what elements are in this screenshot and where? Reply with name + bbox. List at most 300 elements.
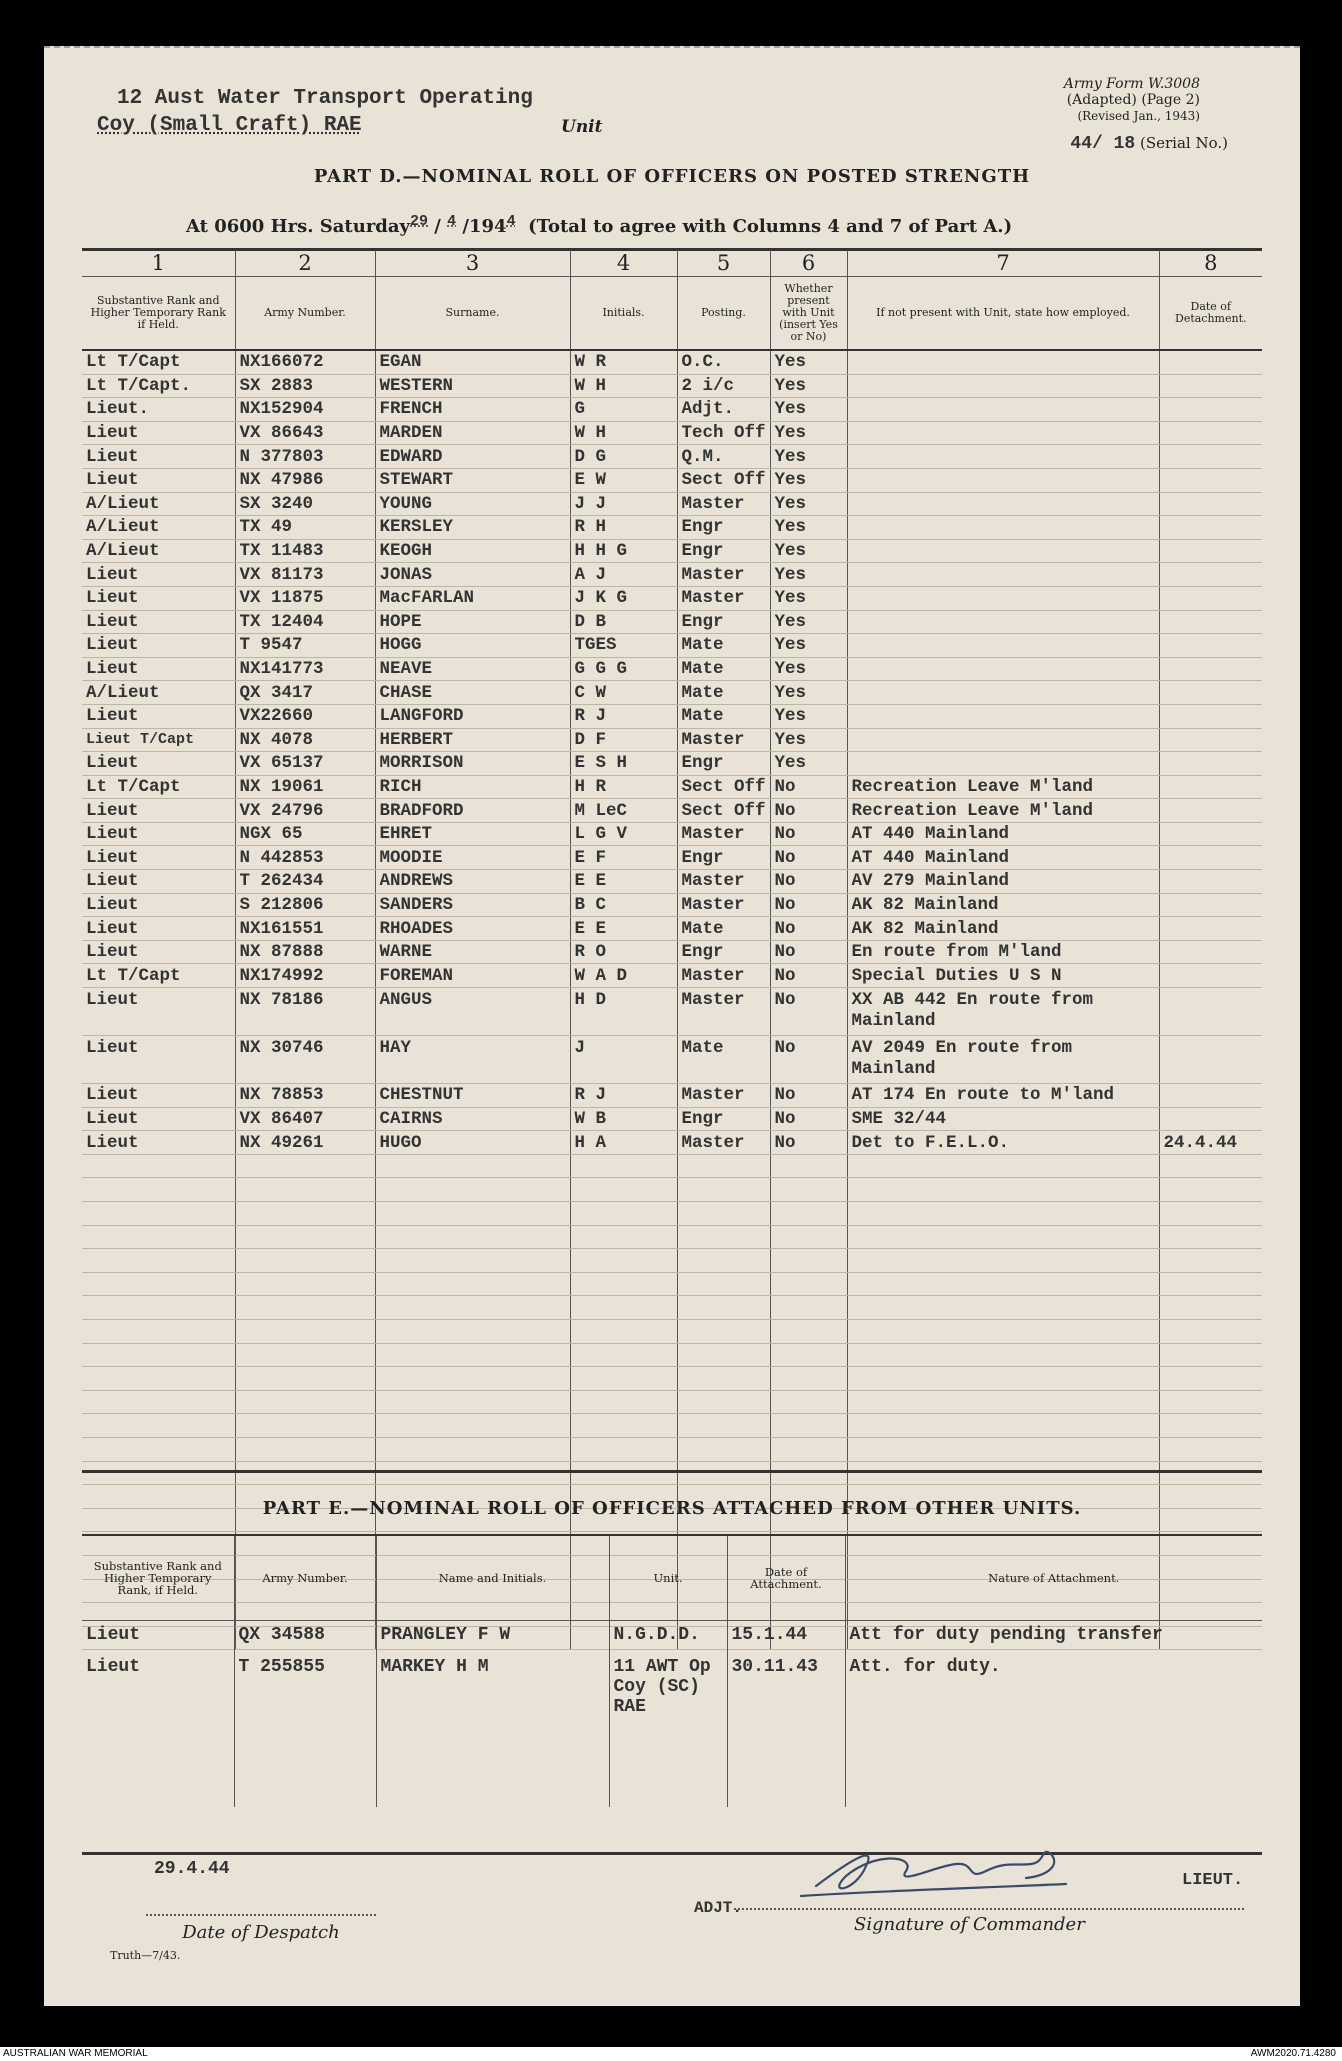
cell-rank: Lieut: [82, 1107, 235, 1131]
table-row: [82, 681, 1262, 705]
blank-cell: [1159, 1319, 1262, 1343]
blank-cell: [770, 1178, 847, 1202]
table-row: [82, 1653, 1262, 1807]
officers-posted-rows: [82, 350, 1262, 1650]
blank-cell: [235, 1272, 375, 1296]
blank-cell: [677, 1272, 770, 1296]
blank-cell: [677, 1414, 770, 1438]
cell-posting: Engr: [677, 516, 770, 540]
blank-cell: [1159, 1202, 1262, 1226]
cell-army-number: NX152904: [235, 398, 375, 422]
cell-army-number: NX 4078: [235, 728, 375, 752]
army-form-adapted: (Adapted) (Page 2): [1066, 92, 1200, 108]
blank-row: [82, 1414, 1262, 1438]
roll-date-line: At 0600 Hrs. Saturday$^{29}$ / $^4$ $/194^4$ (Total to agree with Columns 4 and 7 of Part A.): [186, 213, 1013, 237]
cell-rank: Lt T/Capt: [82, 350, 235, 374]
blank-cell: [677, 1296, 770, 1320]
blank-cell: [82, 1437, 235, 1461]
cell-posting: Master: [677, 870, 770, 894]
cell-detachment-date: [1159, 421, 1262, 445]
cell-rank: Lieut: [82, 468, 235, 492]
cell-surname: WESTERN: [375, 374, 570, 398]
cell-initials: J K G: [570, 586, 677, 610]
cell-army-number: NX 47986: [235, 468, 375, 492]
blank-cell: [847, 1225, 1159, 1249]
cell-initials: A J: [570, 563, 677, 587]
commander-label: Signature of Commander: [854, 1914, 1085, 1935]
cell-employment: AK 82 Mainland: [847, 893, 1159, 917]
blank-cell: [677, 1343, 770, 1367]
cell-posting: Master: [677, 586, 770, 610]
blank-cell: [235, 1154, 375, 1178]
cell-rank: Lieut: [82, 917, 235, 941]
cell-posting: Master: [677, 492, 770, 516]
table-row: [82, 421, 1262, 445]
column-number-row: [82, 250, 1262, 277]
cell-army-number: TX 49: [235, 516, 375, 540]
blank-row: [82, 1272, 1262, 1296]
signature-line: [734, 1908, 1244, 1910]
attached-column-header: Nature of Attachment.: [845, 1536, 1262, 1621]
cell-initials: E W: [570, 468, 677, 492]
cell-present: No: [770, 988, 847, 1036]
cell-initials: J: [570, 1036, 677, 1084]
cell-army-number: NX166072: [235, 350, 375, 374]
cell-army-number: NX141773: [235, 657, 375, 681]
cell-detachment-date: [1159, 752, 1262, 776]
cell-initials: W H: [570, 374, 677, 398]
cell-detachment-date: [1159, 398, 1262, 422]
blank-cell: [1159, 1225, 1262, 1249]
cell-initials: H D: [570, 988, 677, 1036]
serial-value: 44/ 18: [1070, 134, 1136, 154]
cell-employment: Special Duties U S N: [847, 964, 1159, 988]
unit-label: Unit: [561, 117, 603, 137]
blank-cell: [677, 1390, 770, 1414]
blank-cell: [1159, 1296, 1262, 1320]
cell-detachment-date: [1159, 964, 1262, 988]
column-number: 1: [82, 250, 235, 277]
cell-detachment-date: [1159, 799, 1262, 823]
cell-surname: EGAN: [375, 350, 570, 374]
blank-cell: [1159, 1414, 1262, 1438]
blank-cell: [770, 1343, 847, 1367]
cell-rank: Lieut: [82, 704, 235, 728]
blank-cell: [847, 1178, 1159, 1202]
cell-employment: XX AB 442 En route from Mainland: [847, 988, 1159, 1036]
blank-cell: [770, 1296, 847, 1320]
blank-cell: [235, 1343, 375, 1367]
cell-rank: Lieut: [82, 610, 235, 634]
army-form-title: Army Form W.3008: [1063, 76, 1200, 92]
serial-number: [1070, 134, 1228, 154]
cell-posting: Engr: [677, 610, 770, 634]
table-row: [82, 1107, 1262, 1131]
att-cell-name: MARKEY H M: [376, 1653, 609, 1807]
cell-present: Yes: [770, 586, 847, 610]
cell-initials: R J: [570, 1084, 677, 1108]
blank-cell: [770, 1319, 847, 1343]
cell-present: Yes: [770, 610, 847, 634]
cell-present: No: [770, 775, 847, 799]
cell-present: Yes: [770, 445, 847, 469]
cell-employment: [847, 421, 1159, 445]
cell-initials: R H: [570, 516, 677, 540]
cell-present: No: [770, 1107, 847, 1131]
cell-posting: Sect Off: [677, 775, 770, 799]
table-row: [82, 822, 1262, 846]
cell-present: No: [770, 940, 847, 964]
blank-row: [82, 1202, 1262, 1226]
archive-credit-left: AUSTRALIAN WAR MEMORIAL: [3, 2048, 148, 2059]
blank-cell: [570, 1367, 677, 1391]
column-number: 2: [235, 250, 375, 277]
part-d-title: PART D.—NOMINAL ROLL OF OFFICERS ON POSTED STRENGTH: [313, 166, 1031, 187]
cell-initials: G: [570, 398, 677, 422]
cell-posting: Master: [677, 1131, 770, 1155]
cell-rank: Lieut.: [82, 398, 235, 422]
cell-present: Yes: [770, 539, 847, 563]
cell-employment: [847, 563, 1159, 587]
cell-posting: Master: [677, 728, 770, 752]
cell-initials: R J: [570, 704, 677, 728]
blank-cell: [82, 1296, 235, 1320]
cell-surname: KERSLEY: [375, 516, 570, 540]
attached-column-header: Date of Attachment.: [727, 1536, 845, 1621]
cell-present: No: [770, 1084, 847, 1108]
cell-employment: AT 440 Mainland: [847, 846, 1159, 870]
cell-rank: Lieut: [82, 657, 235, 681]
blank-row: [82, 1225, 1262, 1249]
blank-row: [82, 1296, 1262, 1320]
cell-employment: [847, 752, 1159, 776]
cell-rank: Lieut: [82, 752, 235, 776]
cell-surname: WARNE: [375, 940, 570, 964]
blank-cell: [847, 1414, 1159, 1438]
date-year-prefix: 194: [469, 216, 507, 237]
cell-initials: D B: [570, 610, 677, 634]
blank-cell: [847, 1249, 1159, 1273]
blank-cell: [235, 1414, 375, 1438]
cell-initials: G G G: [570, 657, 677, 681]
blank-row: [82, 1249, 1262, 1273]
cell-rank: Lieut: [82, 421, 235, 445]
cell-posting: Mate: [677, 1036, 770, 1084]
att-cell-rank: Lieut: [86, 1657, 141, 1677]
blank-cell: [82, 1390, 235, 1414]
cell-rank: Lieut: [82, 1131, 235, 1155]
cell-posting: Q.M.: [677, 445, 770, 469]
cell-employment: [847, 586, 1159, 610]
cell-surname: JONAS: [375, 563, 570, 587]
cell-posting: Mate: [677, 704, 770, 728]
blank-cell: [570, 1225, 677, 1249]
blank-cell: [82, 1343, 235, 1367]
table-row: [82, 752, 1262, 776]
blank-cell: [570, 1343, 677, 1367]
table-row: [82, 704, 1262, 728]
blank-cell: [570, 1202, 677, 1226]
cell-detachment-date: [1159, 681, 1262, 705]
cell-initials: E F: [570, 846, 677, 870]
blank-cell: [677, 1437, 770, 1461]
table-row: [82, 563, 1262, 587]
blank-cell: [847, 1296, 1159, 1320]
date-day: 29: [410, 213, 429, 230]
cell-surname: MARDEN: [375, 421, 570, 445]
blank-cell: [677, 1154, 770, 1178]
blank-cell: [770, 1225, 847, 1249]
cell-rank: Lieut: [82, 1084, 235, 1108]
cell-posting: Master: [677, 964, 770, 988]
cell-rank: A/Lieut: [82, 516, 235, 540]
blank-cell: [770, 1202, 847, 1226]
table-row: [82, 846, 1262, 870]
cell-surname: SANDERS: [375, 893, 570, 917]
cell-rank: A/Lieut: [82, 492, 235, 516]
column-header: Whether present with Unit (insert Yes or No): [770, 277, 847, 351]
cell-posting: Master: [677, 988, 770, 1036]
cell-present: Yes: [770, 752, 847, 776]
cell-army-number: VX 65137: [235, 752, 375, 776]
cell-detachment-date: [1159, 704, 1262, 728]
cell-employment: [847, 398, 1159, 422]
cell-present: Yes: [770, 728, 847, 752]
cell-rank: Lieut: [82, 445, 235, 469]
cell-present: Yes: [770, 563, 847, 587]
att-cell-nature: Att. for duty.: [845, 1653, 1262, 1807]
cell-employment: AV 2049 En route from Mainland: [847, 1036, 1159, 1084]
cell-surname: EDWARD: [375, 445, 570, 469]
officers-posted-table: [82, 250, 1262, 1650]
serial-label: (Serial No.): [1140, 134, 1228, 152]
blank-cell: [570, 1272, 677, 1296]
cell-initials: R O: [570, 940, 677, 964]
cell-employment: [847, 610, 1159, 634]
column-header: If not present with Unit, state how employed.: [847, 277, 1159, 351]
blank-cell: [677, 1202, 770, 1226]
cell-employment: AK 82 Mainland: [847, 917, 1159, 941]
table-row: [82, 657, 1262, 681]
blank-cell: [677, 1319, 770, 1343]
cell-army-number: QX 3417: [235, 681, 375, 705]
column-header-row: [82, 277, 1262, 351]
cell-army-number: VX 86643: [235, 421, 375, 445]
attached-column-header: Substantive Rank and Higher Temporary Rank, if Held.: [82, 1536, 234, 1621]
cell-army-number: NX 87888: [235, 940, 375, 964]
column-header: Initials.: [570, 277, 677, 351]
att-cell-attachment-date: 15.1.44: [727, 1621, 845, 1654]
table-row: [82, 445, 1262, 469]
cell-employment: SME 32/44: [847, 1107, 1159, 1131]
column-number: 4: [570, 250, 677, 277]
blank-row: [82, 1343, 1262, 1367]
unit-name-line2: Coy (Small Craft) RAE: [97, 114, 362, 137]
blank-cell: [235, 1390, 375, 1414]
cell-army-number: T 262434: [235, 870, 375, 894]
cell-army-number: TX 11483: [235, 539, 375, 563]
cell-posting: Master: [677, 822, 770, 846]
table-row: [82, 1036, 1262, 1084]
cell-rank: Lieut: [82, 846, 235, 870]
cell-employment: AV 279 Mainland: [847, 870, 1159, 894]
cell-initials: W H: [570, 421, 677, 445]
blank-cell: [375, 1367, 570, 1391]
cell-posting: Engr: [677, 846, 770, 870]
table-row: [82, 728, 1262, 752]
blank-cell: [1159, 1178, 1262, 1202]
cell-detachment-date: [1159, 610, 1262, 634]
table-row: [82, 468, 1262, 492]
cell-surname: FOREMAN: [375, 964, 570, 988]
cell-posting: Engr: [677, 539, 770, 563]
cell-posting: Engr: [677, 1107, 770, 1131]
cell-rank: Lieut: [82, 940, 235, 964]
table-row: [82, 775, 1262, 799]
cell-rank: A/Lieut: [82, 681, 235, 705]
blank-cell: [82, 1319, 235, 1343]
table-row: [82, 374, 1262, 398]
cell-army-number: NX 78853: [235, 1084, 375, 1108]
blank-cell: [375, 1225, 570, 1249]
cell-employment: AT 440 Mainland: [847, 822, 1159, 846]
cell-detachment-date: [1159, 657, 1262, 681]
cell-employment: [847, 445, 1159, 469]
att-cell-nature: Att for duty pending transfer: [845, 1621, 1262, 1654]
column-header: Posting.: [677, 277, 770, 351]
attached-column-header: Unit.: [609, 1536, 727, 1621]
cell-detachment-date: [1159, 374, 1262, 398]
table-row: [82, 398, 1262, 422]
cell-surname: HERBERT: [375, 728, 570, 752]
cell-initials: W A D: [570, 964, 677, 988]
cell-surname: HOGG: [375, 634, 570, 658]
blank-cell: [82, 1367, 235, 1391]
blank-cell: [677, 1178, 770, 1202]
cell-initials: E S H: [570, 752, 677, 776]
blank-cell: [375, 1178, 570, 1202]
document-page: [44, 46, 1300, 2006]
column-number: 5: [677, 250, 770, 277]
table-row: [82, 610, 1262, 634]
cell-posting: Master: [677, 563, 770, 587]
blank-cell: [375, 1249, 570, 1273]
cell-army-number: VX 86407: [235, 1107, 375, 1131]
cell-employment: [847, 681, 1159, 705]
blank-cell: [82, 1414, 235, 1438]
attached-header-row: [82, 1536, 1262, 1621]
cell-surname: CHESTNUT: [375, 1084, 570, 1108]
blank-cell: [847, 1390, 1159, 1414]
blank-cell: [570, 1154, 677, 1178]
part-e-title: PART E.—NOMINAL ROLL OF OFFICERS ATTACHED FROM OTHER UNITS.: [262, 1498, 1082, 1519]
blank-cell: [770, 1367, 847, 1391]
cell-present: Yes: [770, 657, 847, 681]
cell-rank: Lieut: [82, 988, 235, 1036]
table-row: [82, 799, 1262, 823]
cell-rank: Lieut: [82, 586, 235, 610]
cell-employment: Recreation Leave M'land: [847, 799, 1159, 823]
cell-rank: Lt T/Capt: [82, 964, 235, 988]
blank-cell: [375, 1296, 570, 1320]
cell-surname: MORRISON: [375, 752, 570, 776]
cell-surname: KEOGH: [375, 539, 570, 563]
blank-cell: [570, 1437, 677, 1461]
cell-employment: [847, 704, 1159, 728]
table-row: [82, 917, 1262, 941]
printer-mark: Truth—7/43.: [110, 1949, 181, 1962]
cell-present: Yes: [770, 681, 847, 705]
blank-cell: [235, 1437, 375, 1461]
blank-cell: [570, 1296, 677, 1320]
cell-present: No: [770, 917, 847, 941]
column-number: 3: [375, 250, 570, 277]
cell-initials: TGES: [570, 634, 677, 658]
cell-surname: CAIRNS: [375, 1107, 570, 1131]
cell-employment: [847, 492, 1159, 516]
cell-employment: En route from M'land: [847, 940, 1159, 964]
cell-initials: E E: [570, 870, 677, 894]
cell-detachment-date: [1159, 893, 1262, 917]
cell-present: No: [770, 893, 847, 917]
cell-rank: Lieut: [82, 634, 235, 658]
cell-surname: RHOADES: [375, 917, 570, 941]
cell-initials: D F: [570, 728, 677, 752]
despatch-date: 29.4.44: [154, 1859, 230, 1879]
blank-cell: [570, 1390, 677, 1414]
cell-posting: Sect Off: [677, 799, 770, 823]
blank-cell: [1159, 1343, 1262, 1367]
cell-surname: LANGFORD: [375, 704, 570, 728]
blank-cell: [235, 1319, 375, 1343]
cell-posting: Sect Off: [677, 468, 770, 492]
blank-row: [82, 1178, 1262, 1202]
army-form-block: [1064, 76, 1200, 124]
cell-posting: Engr: [677, 940, 770, 964]
blank-cell: [847, 1154, 1159, 1178]
cell-surname: CHASE: [375, 681, 570, 705]
table-row: [82, 988, 1262, 1036]
att-cell-attachment-date: 30.11.43: [727, 1653, 845, 1807]
att-cell-rank: Lieut: [86, 1625, 141, 1645]
cell-posting: Master: [677, 1084, 770, 1108]
cell-posting: Mate: [677, 657, 770, 681]
table-row: [82, 1084, 1262, 1108]
cell-surname: MOODIE: [375, 846, 570, 870]
blank-cell: [375, 1437, 570, 1461]
cell-surname: HAY: [375, 1036, 570, 1084]
cell-army-number: NX174992: [235, 964, 375, 988]
cell-posting: Engr: [677, 752, 770, 776]
cell-surname: HOPE: [375, 610, 570, 634]
cell-initials: W B: [570, 1107, 677, 1131]
cell-army-number: VX 81173: [235, 563, 375, 587]
cell-detachment-date: [1159, 846, 1262, 870]
cell-posting: Tech Off: [677, 421, 770, 445]
blank-cell: [375, 1390, 570, 1414]
blank-cell: [82, 1225, 235, 1249]
blank-cell: [375, 1202, 570, 1226]
attached-column-header: Name and Initials.: [376, 1536, 609, 1621]
blank-row: [82, 1390, 1262, 1414]
column-number: 7: [847, 250, 1159, 277]
cell-present: Yes: [770, 421, 847, 445]
part-d-bottom-rule: [82, 1470, 1262, 1473]
blank-cell: [1159, 1272, 1262, 1296]
cell-initials: H H G: [570, 539, 677, 563]
blank-cell: [570, 1178, 677, 1202]
blank-cell: [375, 1343, 570, 1367]
